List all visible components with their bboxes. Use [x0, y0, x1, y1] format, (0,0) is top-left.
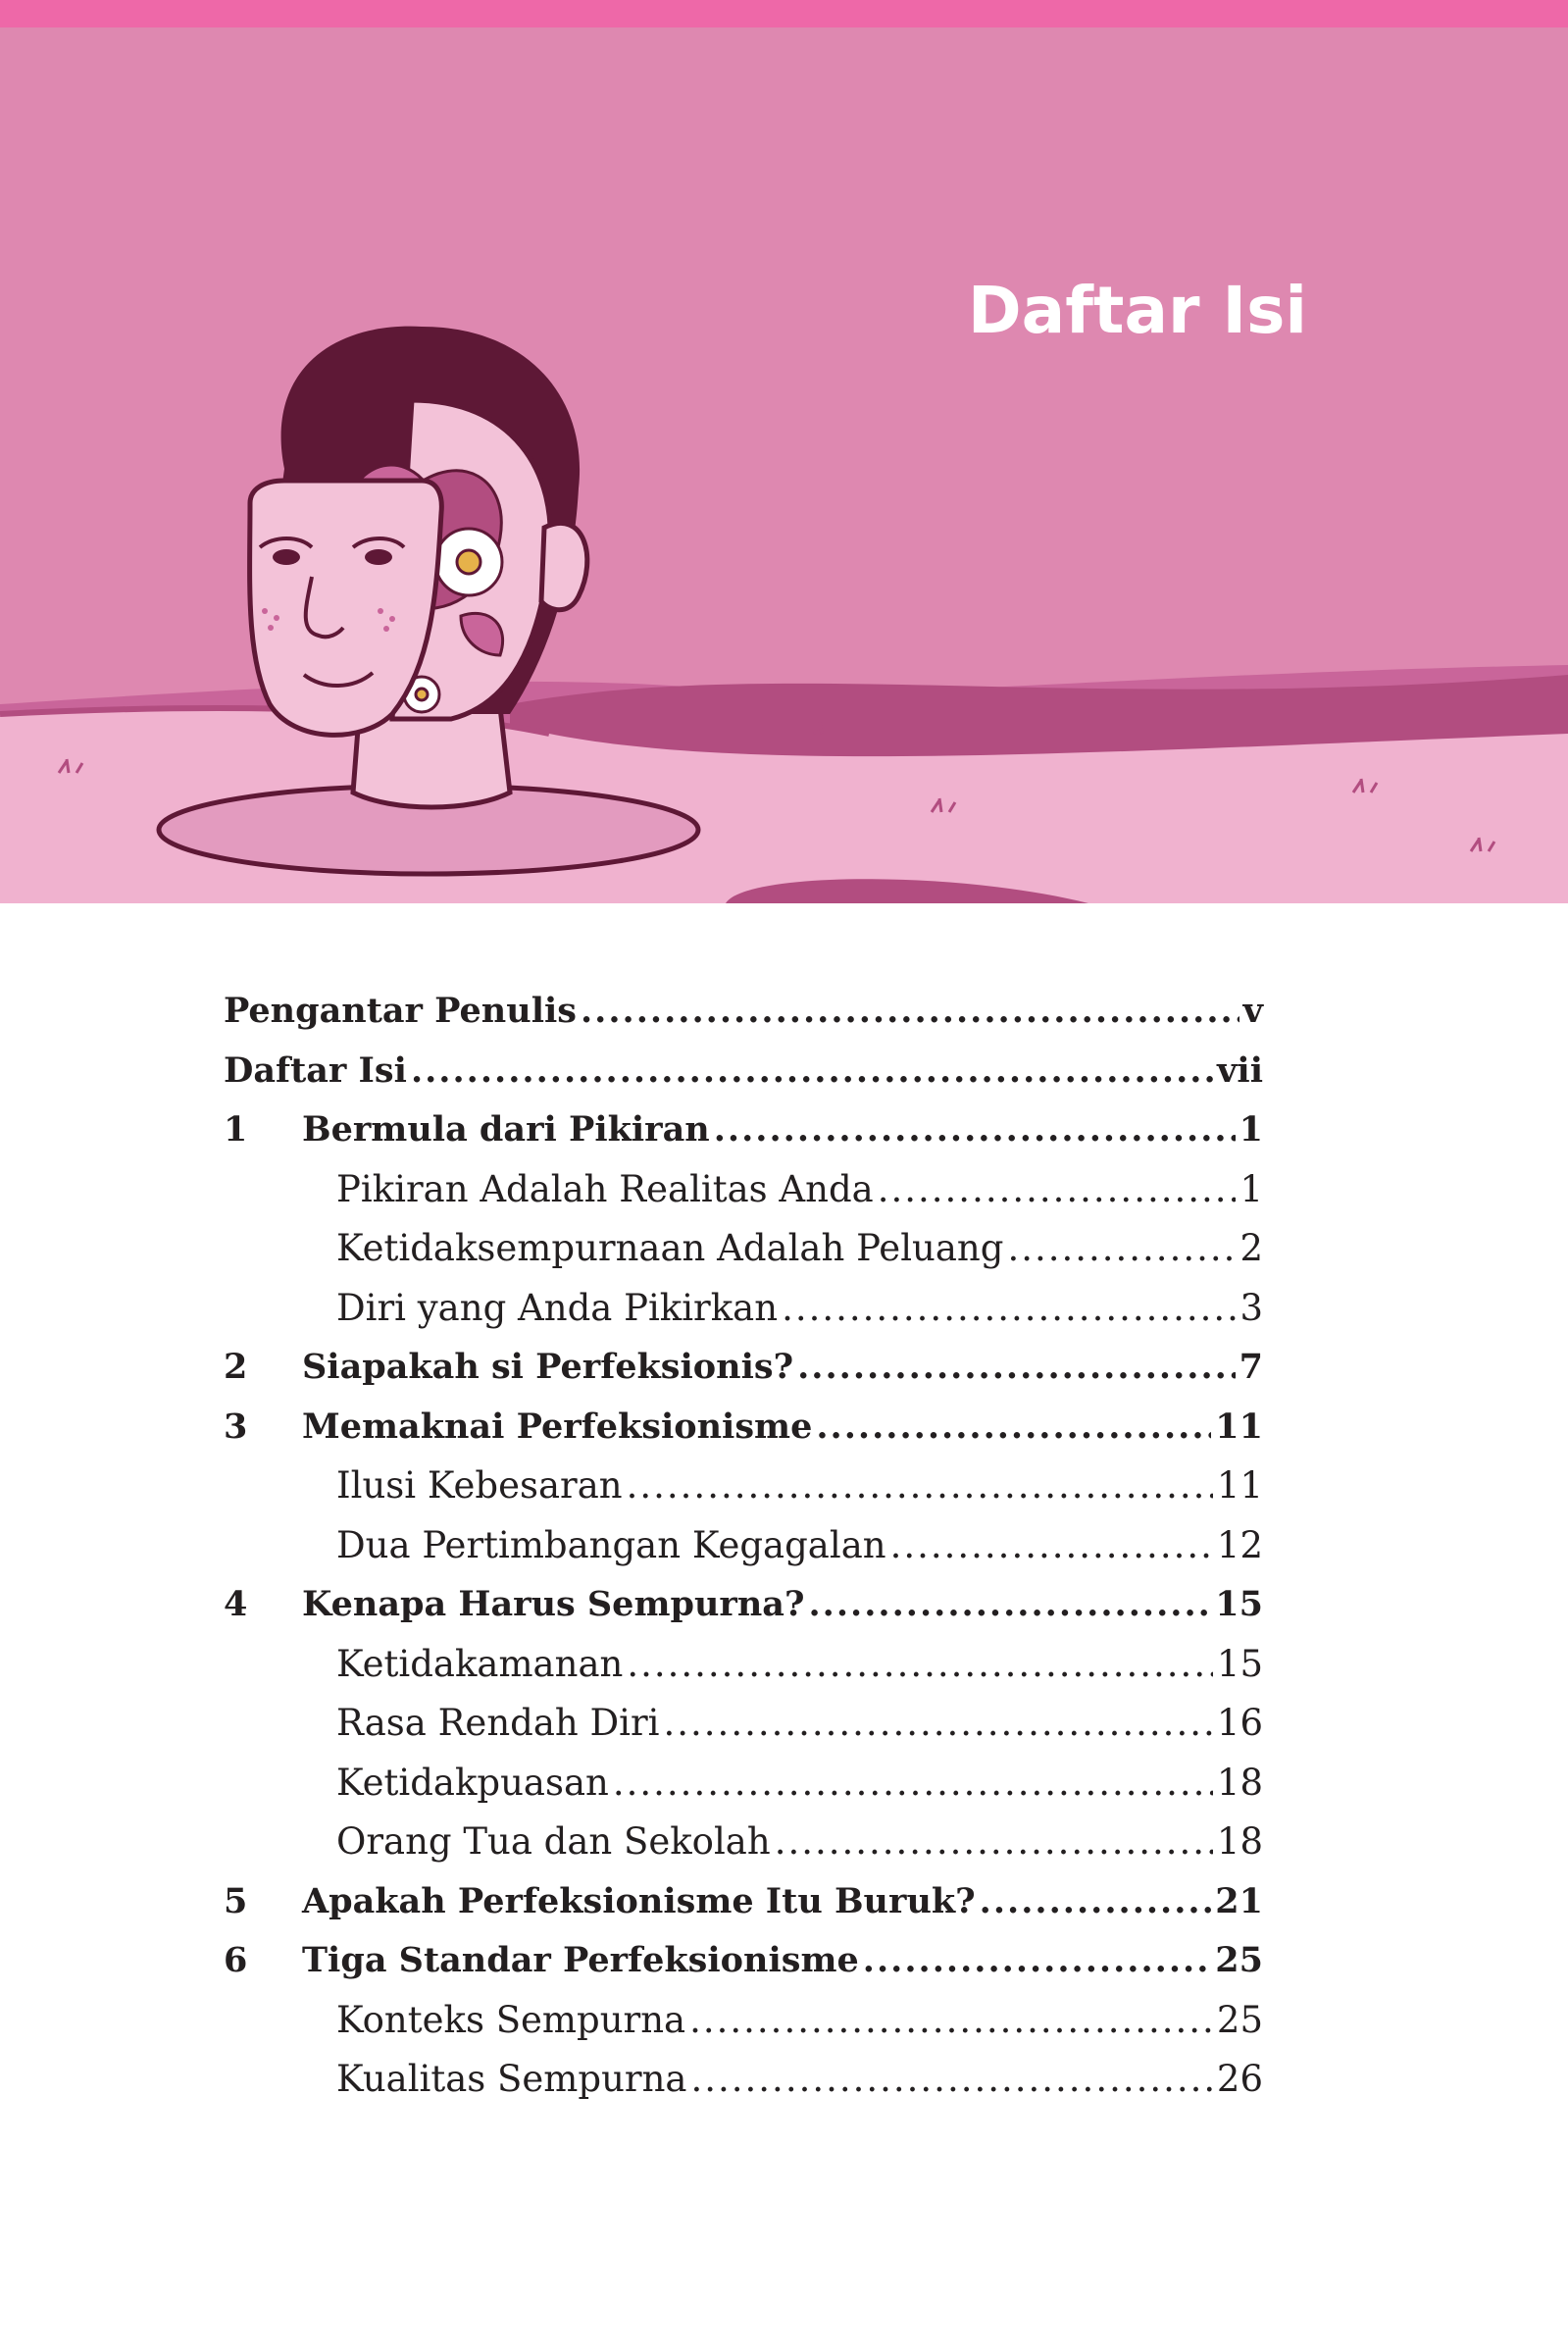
toc-leader-dots: [581, 982, 1239, 1042]
toc-entry[interactable]: [224, 1457, 1263, 1516]
toc-leader-dots: [689, 1991, 1213, 2051]
toc-leader-dots: [664, 1694, 1213, 1754]
toc-page-number: v: [1242, 991, 1263, 1031]
toc-page-number: 11: [1215, 1406, 1263, 1447]
toc-entry-label: Tiga Standar Perfeksionisme: [302, 1940, 859, 1980]
toc-entry-label: Pengantar Penulis: [224, 991, 577, 1031]
toc-leader-dots: [797, 1338, 1236, 1398]
toc-entry-label: Ilusi Kebesaran: [336, 1464, 623, 1507]
toc-page-number: vii: [1217, 1049, 1263, 1091]
toc-page-number: 15: [1215, 1584, 1263, 1624]
toc-entry-label: Daftar Isi: [224, 1049, 407, 1091]
table-of-contents: [224, 982, 1263, 2110]
toc-page-number: 12: [1216, 1523, 1263, 1566]
toc-page-number: 16: [1216, 1702, 1263, 1744]
toc-entry[interactable]: [224, 2050, 1263, 2110]
toc-page-number: 1: [1239, 1109, 1263, 1150]
toc-chapter-number: 3: [224, 1406, 248, 1447]
toc-entry[interactable]: [224, 1338, 1263, 1398]
toc-entry[interactable]: [224, 1872, 1263, 1932]
toc-chapter-number: 4: [224, 1584, 248, 1624]
woman-mask-illustration: [0, 27, 1568, 903]
toc-leader-dots: [878, 1160, 1237, 1220]
toc-leader-dots: [411, 1042, 1213, 1101]
toc-entry-label: Diri yang Anda Pikirkan: [336, 1286, 779, 1329]
toc-entry[interactable]: [224, 1042, 1263, 1101]
toc-entry-label: Kualitas Sempurna: [336, 2058, 687, 2100]
toc-page-number: 2: [1239, 1227, 1263, 1269]
toc-leader-dots: [782, 1279, 1236, 1339]
toc-page-number: 3: [1239, 1286, 1263, 1329]
toc-chapter-number: 6: [224, 1940, 248, 1980]
toc-entry-label: Ketidakpuasan: [336, 1761, 609, 1804]
toc-entry[interactable]: [224, 1991, 1263, 2051]
toc-entry-label: Rasa Rendah Diri: [336, 1702, 660, 1744]
toc-entry[interactable]: [224, 1398, 1263, 1457]
toc-page-number: 1: [1239, 1167, 1263, 1210]
toc-page-number: 26: [1216, 2058, 1263, 2100]
toc-entry-label: Dua Pertimbangan Kegagalan: [336, 1523, 886, 1566]
toc-leader-dots: [775, 1813, 1213, 1872]
toc-entry-label: Memaknai Perfeksionisme: [302, 1406, 813, 1447]
toc-entry-label: Ketidakamanan: [336, 1642, 624, 1685]
top-accent-bar: [0, 0, 1568, 27]
toc-page-number: 25: [1216, 1998, 1263, 2041]
toc-entry[interactable]: [224, 1160, 1263, 1220]
toc-page-number: 7: [1239, 1347, 1263, 1387]
toc-entry-label: Konteks Sempurna: [336, 1998, 686, 2041]
toc-page-number: 15: [1216, 1642, 1263, 1685]
toc-leader-dots: [714, 1100, 1236, 1160]
toc-chapter-number: 5: [224, 1880, 248, 1921]
toc-entry[interactable]: [224, 1219, 1263, 1279]
toc-page-number: 18: [1216, 1820, 1263, 1863]
toc-entry[interactable]: [224, 1931, 1263, 1991]
toc-entry-label: Ketidaksempurnaan Adalah Peluang: [336, 1227, 1004, 1269]
toc-chapter-number: 2: [224, 1347, 248, 1387]
toc-entry[interactable]: [224, 1754, 1263, 1814]
toc-entry-label: Orang Tua dan Sekolah: [336, 1820, 771, 1863]
toc-page-number: 11: [1216, 1464, 1263, 1507]
toc-entry-label: Kenapa Harus Sempurna?: [302, 1584, 805, 1624]
toc-entry[interactable]: [224, 1100, 1263, 1160]
toc-page-number: 18: [1216, 1761, 1263, 1804]
toc-entry[interactable]: [224, 1575, 1263, 1635]
toc-entry-label: Apakah Perfeksionisme Itu Buruk?: [302, 1880, 976, 1921]
toc-entry[interactable]: [224, 1694, 1263, 1754]
toc-chapter-number: 1: [224, 1109, 248, 1150]
toc-entry[interactable]: [224, 1279, 1263, 1339]
toc-entry-label: Bermula dari Pikiran: [302, 1109, 710, 1150]
toc-leader-dots: [690, 2050, 1212, 2110]
toc-leader-dots: [863, 1931, 1212, 1991]
toc-entry[interactable]: [224, 1516, 1263, 1576]
toc-leader-dots: [816, 1398, 1211, 1457]
toc-leader-dots: [808, 1575, 1211, 1635]
toc-leader-dots: [627, 1635, 1213, 1695]
toc-page-number: 21: [1215, 1880, 1263, 1921]
toc-leader-dots: [890, 1516, 1213, 1576]
toc-entry[interactable]: [224, 1813, 1263, 1872]
toc-entry[interactable]: [224, 1635, 1263, 1695]
toc-entry[interactable]: [224, 982, 1263, 1042]
toc-leader-dots: [627, 1457, 1213, 1516]
toc-page-number: 25: [1215, 1940, 1263, 1980]
chapter-header-illustration: [0, 27, 1568, 903]
toc-entry-label: Siapakah si Perfeksionis?: [302, 1347, 794, 1387]
toc-leader-dots: [980, 1872, 1212, 1932]
toc-leader-dots: [1007, 1219, 1236, 1279]
toc-leader-dots: [613, 1754, 1213, 1814]
toc-entry-label: Pikiran Adalah Realitas Anda: [336, 1167, 874, 1210]
page-title: Daftar Isi: [967, 273, 1307, 348]
